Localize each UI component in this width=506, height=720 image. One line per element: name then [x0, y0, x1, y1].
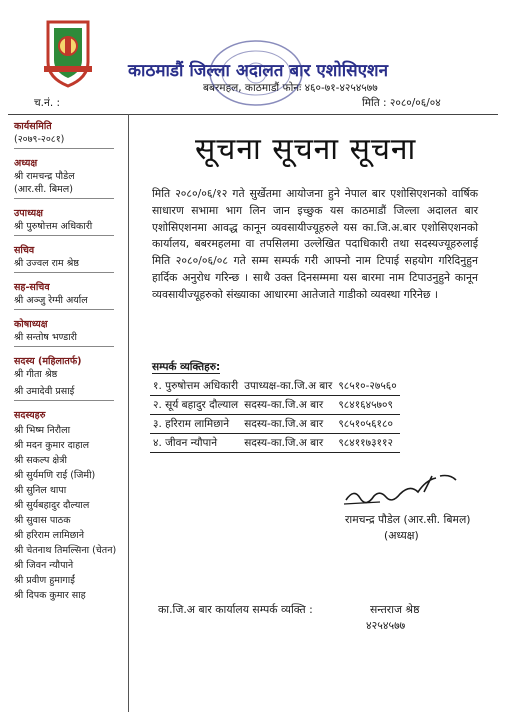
sidebar-name: (२०७९-२०८१): [14, 134, 65, 145]
contact-phone: ९८४११७३११२: [335, 434, 399, 453]
contact-row: [150, 396, 400, 415]
contact-role: सदस्य-का.जि.अ बार: [241, 396, 335, 415]
notice-body: मिति २०८०/०६/१२ गते सुर्खेतमा आयोजना हुने नेपाल बार एशोसिएशनको वार्षिक साधारण सभामा भाग लिन जान इच्छुक यस काठमाडौं जिल्ला अदालत बार एशोसिएशनमा आवद्ध कानून व्यवसायीज्यूहरुले यस का.जि.अ.बार एशोसिएशनको कार्यालय, बबरमहलमा वा तपसिलमा उल्लेखित पदाधिकारी तथा सदस्यज्यूहरुलाई मिति २०८०/०६/०८ गते सम्म सम्पर्क गरी आफ्नो नाम टिपाई सहयोग गरिदिनुहुन हार्दिक अनुरोध गरिन्छ । साथै उक्त दिनसम्ममा यस बारमा नाम टिपाउनुहुने कानून व्यवसायीज्यूहरुको संख्याका आधारमा आतेजाते गाडीको व्यवस्था गरिनेछ ।: [152, 187, 478, 301]
member-name: श्री हरिराम लामिछाने: [14, 530, 85, 541]
organization-address: बबरमहल, काठमाडौं फोनः ४६०-७१-४२५४५७७: [203, 82, 378, 94]
letter-date: मिति : २०८०/०६/०४: [362, 97, 441, 109]
sidebar-section-committee: [14, 120, 126, 149]
sidebar-section-members: [14, 409, 126, 602]
contact-phone: ९८५१०५६१८०: [335, 415, 399, 434]
sidebar-section-president: [14, 157, 126, 199]
sidebar-section-co-secretary: [14, 281, 126, 310]
member-name: श्री सुनिल थापा: [14, 485, 67, 496]
association-logo: [40, 18, 96, 88]
section-underline: [14, 198, 114, 199]
sidebar-name: श्री पुरुषोत्तम अधिकारी: [14, 221, 93, 232]
sidebar-section-women-members: [14, 355, 126, 401]
sidebar-name: (आर.सी. बिमल): [14, 184, 73, 195]
sidebar-section-treasurer: [14, 318, 126, 347]
sidebar-name: श्री रामचन्द्र पौडेल: [14, 171, 75, 182]
sidebar-heading: सदस्य (महिलातर्फ): [14, 356, 82, 367]
office-contact-name: सन्तराज श्रेष्ठ: [370, 603, 420, 616]
sidebar-section-secretary: [14, 244, 126, 273]
sidebar-heading: कार्यसमिति: [14, 121, 52, 132]
member-name: श्री सुर्यबहादुर दौल्याल: [14, 500, 90, 511]
member-name: श्री सुवास पाठक: [14, 515, 71, 526]
official-seal: [206, 38, 306, 108]
member-name: श्री भिष्म निरौला: [14, 425, 71, 436]
sidebar-heading: कोषाध्यक्ष: [14, 319, 48, 330]
section-underline: [14, 235, 114, 236]
section-underline: [14, 346, 114, 347]
sidebar-section-vice-president: [14, 207, 126, 236]
member-name: श्री जिवन न्यौपाने: [14, 560, 74, 571]
contacts-table: [150, 377, 400, 453]
contacts-heading-text: सम्पर्क व्यक्तिहरु:: [152, 361, 221, 373]
office-contact-phone: ४२५४५७७: [366, 619, 406, 632]
contacts-heading: [152, 360, 220, 374]
contact-name: २. सूर्य बहादुर दौल्याल: [150, 396, 241, 415]
contact-phone: ९८४१६४५७०९: [335, 396, 399, 415]
contact-row: [150, 434, 400, 453]
signer-title: (अध्यक्ष): [384, 529, 419, 542]
section-underline: [14, 309, 114, 310]
committee-sidebar: [14, 120, 126, 610]
organization-name: काठमाडौं जिल्ला अदालत बार एशोसिएशन: [128, 61, 389, 81]
signature: [340, 470, 460, 510]
sidebar-name: श्री गीता श्रेष्ठ: [14, 369, 58, 380]
contact-name: ४. जीवन न्यौपाने: [150, 434, 241, 453]
sidebar-heading: सह-सचिव: [14, 282, 50, 293]
member-name: श्री चेतनाथ तिमल्सिना (चेतन): [14, 545, 117, 556]
signer-name: रामचन्द्र पौडेल (आर.सी. बिमल): [345, 513, 471, 526]
contact-name: १. पुरुषोत्तम अधिकारी: [150, 377, 241, 396]
contact-row: [150, 415, 400, 434]
member-name: श्री प्रवीण हुमागाईं: [14, 575, 75, 586]
office-contact-label: का.जि.अ बार कार्यालय सम्पर्क व्यक्ति :: [158, 603, 313, 616]
notice-title: सूचना सूचना सूचना: [195, 132, 417, 167]
contact-phone: ९८५१०-२७५६०: [335, 377, 399, 396]
sidebar-name: श्री उज्वल राम श्रेष्ठ: [14, 258, 79, 269]
contact-row: [150, 377, 400, 396]
section-underline: [14, 400, 114, 401]
sidebar-heading: उपाध्यक्ष: [14, 208, 43, 219]
sidebar-divider: [128, 114, 129, 712]
member-name: श्री सकल्प क्षेत्री: [14, 455, 67, 466]
contact-role: सदस्य-का.जि.अ बार: [241, 434, 335, 453]
sidebar-name: श्री अञ्जु रेग्मी अर्याल: [14, 295, 88, 306]
sidebar-name: श्री उमादेवी प्रसाई: [14, 386, 75, 397]
section-underline: [14, 272, 114, 273]
sidebar-heading: अध्यक्ष: [14, 158, 38, 169]
sidebar-name: श्री सन्तोष भण्डारी: [14, 332, 78, 343]
reference-number: च.नं. :: [34, 97, 61, 109]
contact-role: उपाध्यक्ष-का.जि.अ बार: [241, 377, 335, 396]
member-name: श्री मदन कुमार दाहाल: [14, 440, 90, 451]
member-name: श्री दिपक कुमार साह: [14, 590, 86, 601]
contact-role: सदस्य-का.जि.अ बार: [241, 415, 335, 434]
sidebar-heading: सदस्यहरु: [14, 410, 46, 421]
section-underline: [14, 148, 114, 149]
contact-name: ३. हरिराम लामिछाने: [150, 415, 241, 434]
header-divider: [8, 114, 498, 115]
member-name: श्री सुर्यमणि राई (जिमी): [14, 470, 96, 481]
sidebar-heading: सचिव: [14, 245, 35, 256]
